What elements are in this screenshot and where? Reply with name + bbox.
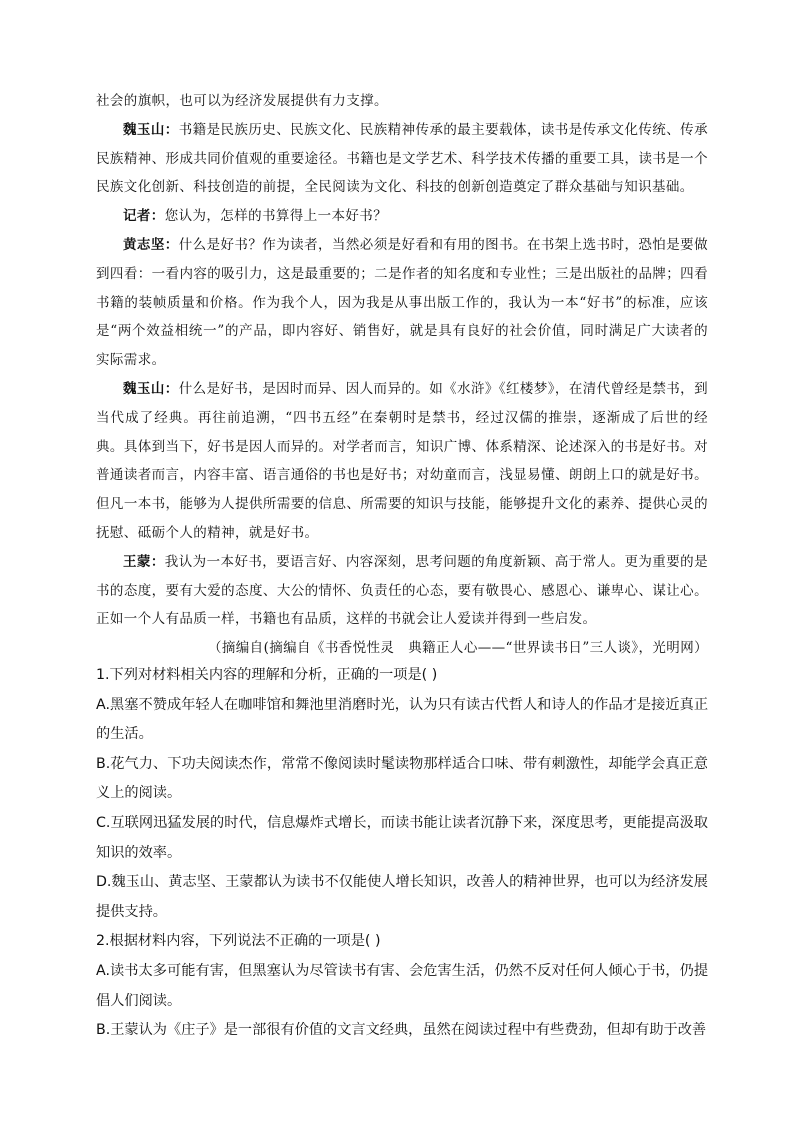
paragraph-huang-zhijian xyxy=(96,231,708,375)
question-1-option-c: C.互联网迅猛发展的时代，信息爆炸式增长，而读书能让读者沉静下来，深度思考，更能提高汲取知识的效率。 xyxy=(96,814,708,861)
paragraph-wei-yushan-1 xyxy=(96,116,708,202)
question-section xyxy=(96,661,708,1046)
paragraph-continued xyxy=(96,87,708,116)
speaker-label: 记者： xyxy=(123,208,165,225)
paragraph-reporter xyxy=(96,202,708,231)
paragraph-wang-meng xyxy=(96,548,708,634)
speaker-label: 魏玉山： xyxy=(123,380,179,397)
question-2-option-b: B.王蒙认为《庄子》是一部很有价值的文言文经典，虽然在阅读过程中有些费劲，但却有助于改善 xyxy=(96,1022,707,1039)
source-citation: （摘编自(摘编自《书香悦性灵 典籍正人心——“世界读书日”三人谈》，光明网） xyxy=(207,640,708,657)
question-2-stem: 2.根据材料内容，下列说法不正确的一项是( ) xyxy=(96,933,381,950)
question-1-stem: 1.下列对材料相关内容的理解和分析，正确的一项是( ) xyxy=(96,667,438,683)
paragraph-text: 书籍是民族历史、民族文化、民族精神传承的最主要载体，读书是传承文化传统、传承民族精神、形成共同价值观的重要途径。书籍也是文学艺术、科学技术传播的重要工具，读书是一个民族文化创新、科技创造的前提，全民阅读为文化、科技的创新创造奠定了群众基础与知识基础。 xyxy=(96,121,708,196)
speaker-label: 黄志坚： xyxy=(123,236,179,253)
paragraph-text: 什么是好书，是因时而异、因人而异的。如《水浒》《红楼梦》，在清代曾经是禁书，到当代成了经典。再往前追溯，“四书五经”在秦朝时是禁书，经过汉儒的推崇，逐渐成了后世的经典。具体到当下，好书是因人而异的。对学者而言，知识广博、体系精深、论述深入的书是好书。对普通读者而言，内容丰富、语言通俗的书也是好书；对幼童而言，浅显易懂、朗朗上口的就是好书。但凡一本书，能够为人提供所需要的信息、所需要的知识与技能，能够提升文化的素养、提供心灵的抚慰、砥砺个人的精神，就是好书。 xyxy=(96,380,708,541)
interview-passage xyxy=(96,87,708,663)
paragraph-text: 您认为，怎样的书算得上一本好书？ xyxy=(164,208,388,225)
paragraph-text: 什么是好书？作为读者，当然必须是好看和有用的图书。在书架上选书时，恐怕是要做到四看：一看内容的吸引力，这是最重要的；二是作者的知名度和专业性；三是出版社的品牌；四看书籍的装帧质量和价格。作为我个人，因为我是从事出版工作的，我认为一本“好书”的标准，应该是“两个效益相统一”的产品，即内容好、销售好，就是具有良好的社会价值，同时满足广大读者的实际需求。 xyxy=(96,236,708,369)
speaker-label: 魏玉山： xyxy=(123,121,179,138)
question-2-option-a: A.读书太多可能有害，但黑塞认为尽管读书有害、会危害生活，仍然不反对任何人倾心于书，仍提倡人们阅读。 xyxy=(96,962,708,1009)
paragraph-text: 社会的旗帜，也可以为经济发展提供有力支撑。 xyxy=(96,93,388,109)
question-1-option-a: A.黑塞不赞成年轻人在咖啡馆和舞池里消磨时光，认为只有读古代哲人和诗人的作品才是接近真正的生活。 xyxy=(96,696,708,743)
speaker-label: 王蒙： xyxy=(123,553,165,570)
paragraph-text: 我认为一本好书，要语言好、内容深刻，思考问题的角度新颖、高于常人。更为重要的是书的态度，要有大爱的态度、大公的情怀、负责任的心态，要有敬畏心、感恩心、谦卑心、谋让心。正如一个人有品质一样，书籍也有品质，这样的书就会让人爱读并得到一些启发。 xyxy=(96,553,708,628)
question-1-option-d: D.魏玉山、黄志坚、王蒙都认为读书不仅能使人增长知识，改善人的精神世界，也可以为经济发展提供支持。 xyxy=(96,874,708,920)
question-1-option-b: B.花气力、下功夫阅读杰作，常常不像阅读时髦读物那样适合口味、带有刺激性，却能学会真正意义上的阅读。 xyxy=(96,755,708,802)
paragraph-wei-yushan-2 xyxy=(96,375,708,548)
